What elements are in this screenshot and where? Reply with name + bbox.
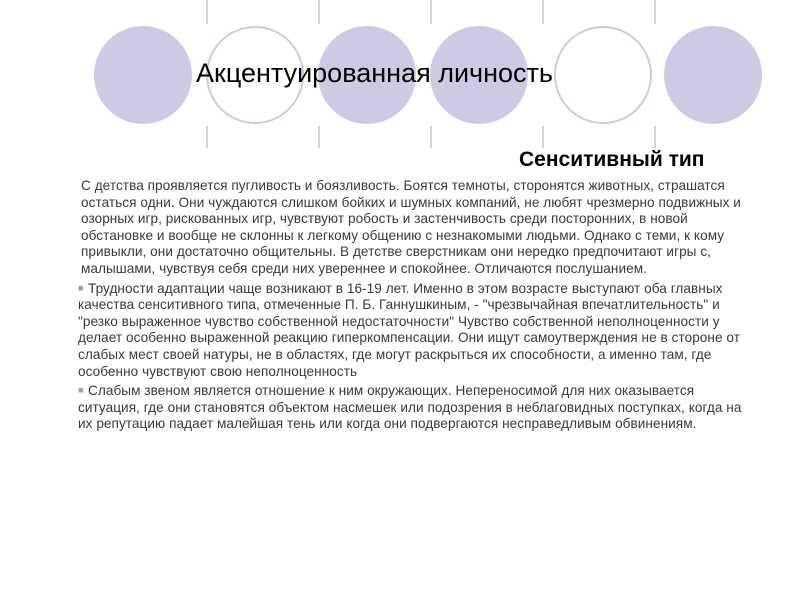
- slide-body: [78, 178, 758, 435]
- decor-tick: [542, 0, 544, 24]
- square-bullet-icon: ■: [78, 282, 84, 293]
- slide-title: Акцентуированная личность: [196, 58, 553, 88]
- square-bullet-icon: ■: [78, 385, 84, 396]
- paragraph-text: Слабым звеном является отношение к ним окружающих. Непереносимой для них оказывается ситуация, где они становятся объектом насмешек или подозрения в неблаговидных поступках, когда на их репутацию падает малейшая тень или когда они подвергаются несправедливым обвинениям.: [78, 383, 742, 432]
- decor-tick: [318, 0, 320, 24]
- slide-subtitle: Сенситивный тип: [519, 148, 705, 171]
- decor-tick: [206, 0, 208, 24]
- decor-tick: [542, 126, 544, 148]
- decor-tick: [206, 126, 208, 148]
- decor-tick: [654, 126, 656, 148]
- paragraph-text: Трудности адаптации чаще возникают в 16-19 лет. Именно в этом возрасте выступают оба главных качества сенситивного типа, отмеченные П. Б. Ганнушкиным, - "чрезвычайная впечатлительность" и "резко выраженное чувство собственной недостаточности" Чувство собственной неполноценности у делает особенно выраженной реакцию гиперкомпенсации. Они ищут самоутверждения не в стороне от слабых мест своей натуры, не в областях, где могут раскрыться их способности, а именно там, где особенно чувствуют свою неполноценность: [78, 280, 741, 379]
- decor-tick: [430, 126, 432, 148]
- decor-circle-5: [554, 26, 652, 124]
- decor-circle-6: [664, 26, 762, 124]
- paragraph: [78, 178, 758, 278]
- decor-tick: [430, 0, 432, 24]
- decor-tick: [318, 126, 320, 148]
- decor-circle-1: [94, 26, 192, 124]
- bullet-paragraph: [78, 280, 758, 381]
- bullet-paragraph: [78, 382, 758, 433]
- paragraph-text: С детства проявляется пугливость и боязливость. Боятся темноты, сторонятся животных, страшатся остаться одни. Они чуждаются слишком бойких и шумных компаний, не любят чрезмерно подвижных и озорных игр, рискованных игр, чувствуют робость и застенчивость среди посторонних, в новой обстановке и вообще не склонны к легкому общению с незнакомыми людьми. Однако с теми, к кому привыкли, они достаточно общительны. В детстве сверстникам они нередко предпочитают игры с, малышами, чувствуя себя среди них увереннее и спокойнее. Отличаются послушанием.: [81, 178, 741, 276]
- decor-tick: [654, 0, 656, 24]
